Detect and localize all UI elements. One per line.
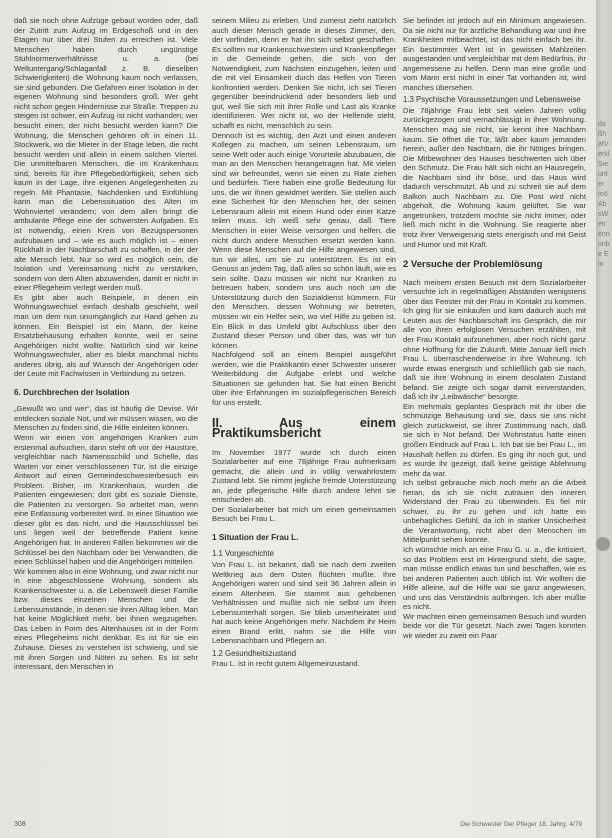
paragraph: „Gewußt wo und wer“, das ist häufig die Devise. Wir entdecken soziale Not, und wir müssen wissen, wo die Menschen zu finden sind, die Hilfe einleiten können. [14,404,198,433]
paragraph: Die 78jährige Frau lebt seit vielen Jahren völlig zurückgezogen und vernachlässigt in ihrer Wohnung. Menschen mag sie nicht, sie kennt ihre Nachbarn kaum. Sie öffnet die Tür, läßt aber kaum jemanden herein, außer den Nachbarn, die ihr Nötiges bringen. Die Mitbewohner des Hauses beschwerten sich über den Schmutz. Die Frau hält sich nicht an Hausregeln, die Nachbarn sind ihr böse, und das Haus wird dadurch verschmutzt. Ab und zu schreit sie auf dem Balkon auch Nachbarn zu. Die Post wird nicht abgeholt, die Wohnung kaum gelüftet. Sie war angetrunken, trotzdem mochte sie nicht immer, oder ließ mich nicht in die Wohnung. Sie reagierte aber trotz ihrer Verweigerung stets energisch und mit Geist und Humor und mit Kraft. [403,105,586,249]
journal-footer: Die Schwester Der Pfleger 18. Jahrg. 4/79 [460,821,582,828]
paragraph: Wenn wir einen von angehörigen Kranken zum erstenmal aufsuchen, dann steht oft vor der Haustüre, vergleichbar nach Namensschild und Schelle, das Warten vor einer verschlossenen Tür, ist die einzige Antwort auf einen Gemeindeschwesterbesuch ein Problem. Bisher, im Krankenhaus, wurden die Patienten eingewiesen; dort gibt es soziale Dienste, die Patienten zu versorgen. So arbeitet man, wenn eine Entlassung vorbereitet wird. In einer Situation wie dieser gibt es das nicht, und die Hausschlüssel bei uns liegen weil der betreffende Patient keine Angehörigen hat. In anderen Fällen bekommen wir die Schlüssel bei den Nachbarn oder bei Verwandten, die einen Schlüssel haben und die Angehörigen mitteilen. [14,432,198,567]
next-page-edge [596,0,612,838]
paragraph: Sie befindet ist jedoch auf ein Minimum angewiesen. Da sie nicht nur für ärztliche Behandlung war und ihre Krankheiten mitbeachtet, ist das nicht einfach bei ihr. Ein bestimmter Wert ist in gewissen Mahlzeiten ausgestanden und vergleichbar mit dem Bedürfnis, ihr angemessene zu helfen. Denn man eine große und vom Mann erst nicht in einer Tat vorhanden ist, wird manches übersehen. [403,16,586,92]
paragraph: Nachfolgend soll an einem Beispiel ausgeführt werden, wie die Praktikantin einer Schwester unserer Weiterbildung die Aufgabe erlebt und welche Situationen sie gefunden hat. Sie hat einen Bericht über ihre Erfahrungen im sozialpflegerischen Bereich für uns erstellt. [212,350,396,407]
paragraph: Ich wünschte mich an eine Frau G. u. a., die kritisiert, so das Problem erst im Hintergrund steht, die sagte, man müsse endlich etwas tun und beschaffen, wie es bei anderen Patienten auch üblich ist. Wir wollten die Hilfe alleine, auf die Hilfe war sie ganz angewiesen, und uns das Verständnis aufbringen. Ich aber mußte es nicht. [403,544,586,612]
subsection-heading: 1.3 Psychische Voraussetzungen und Lebensweise [403,95,581,105]
chapter-heading: 2 Versuche der Problemlösung [403,259,543,271]
binding-marker [596,537,610,551]
paragraph: Der Sozialarbeiter bat mich um einen gemeinsamen Besuch bei Frau L. [212,504,396,524]
chapter-heading: II. Aus einem Praktikumsbericht [212,416,396,440]
page-number: 308 [14,821,26,828]
next-page-edge-text: daßhatVerklSie untermöAbsWetrennunbe Ein [598,121,610,268]
paragraph: Wir kommen also in eine Wohnung, und zwar nicht nur in eine abgeschlossene Wohnung, sondern als Krankenschwester u. a. die Lebenswelt dieser Familie bzw. dieses einzelnen Menschen und die Lebensumstände, in denen sie ihren Alltag leben. Man hat keine Möglichkeit mehr, bei ihnen wegzugehen. Das Leben in Form des Altenhauses ist in der Form eines Pflegeheims nicht denkbar. Es ist für sie ein Zuhause. Dieses zu verstehen ist schwierig, und sie mit ihren Sorgen und Nöten zu sehen. Es ist sehr interessant, den Menschen in [14,566,198,672]
section-heading: 1 Situation der Frau L. [212,532,299,542]
subsection-heading: 1.1 Vorgeschichte [212,549,274,559]
paragraph: Im November 1977 wurde ich durch einen Sozialarbeiter auf eine 78jährige Frau aufmerksam gemacht, die allein und in völlig verwahrlostem Zustand lebt. Sie nimmt jegliche fremde Unterstützung an, jede pflegerische Hilfe durch andere lehnt sie entschieden ab. [212,447,396,505]
paragraph: seinem Milieu zu erleben. Und zumeist zieht natürlich auch dieser Mensch gerade in dieses Zimmer, den, der vorfinden, denn er hat ihn sich selbst geschaffen. Es sollten nur Krankenschwestern und Krankenpfleger in die Gemeinde gehen, die sich von der Notwendigkeit, zum Nächsten einzugehen, leiten und die mit viel Einsamkeit durch das Helfen von Tieren konfrontiert werden. Denken Sie nicht, ich sei Tieren gegenüber beeindruckend oder besonders lieb und gut, weil Sie sich mit ihrer Rolle und Last als Kranke identifizieren. Wer nicht ist, wo der Helfende steht, schafft es nicht, menschlich zu sein. [212,16,396,131]
paragraph: Dennoch ist es wichtig, den Arzt und einen anderen Kollegen zu machen, um seinen Lebensraum, um seine Welt oder auch einige Vorurteile abzubauen, die man an den Menschen herangetragen hat. Mit vielen sind wir befreundet, wenn sie einen zu Rate ziehen und bedürfen. Tiere haben eine große Bedeutung für uns, die wir ihnen gewidmet werden. Sie stellen auch eine Sicherheit für den Menschen her, der seinen Lebensraum allein mit einem Hund oder einer Katze teilen muss. Ich weiß sehr genau, daß Tiere Menschen in einer Weise versorgen und helfen, die nicht durch andere Menschen ersetzt werden kann. Wenn diese Menschen auf die Hilfe angewiesen sind, tun wir alles, um sie zu unterstützen. Es ist ein Genuss an jedem Tag, daß alles so schön läuft, wie es sein sollte. Dazu müssen wir nicht nur Kranken zu betreuen haben, sondern uns auch noch um die Unterstützung durch den Sozialdienst kümmern. Für den Menschen, dessen Wohnung wir betreten, müssen wir ein Helfer sein, wo viel Hilfe zu geben ist. Ein Blick in das Umfeld gibt Aufschluss über den Zustand dieser Person und über das, was wir tun können. [212,130,396,350]
text-column-3 [403,16,586,640]
paragraph: Wir machten einen gemeinsamen Besuch und wurden beide vor die Tür gesetzt. Nach zwei Tagen konnten wir wieder zu zweit ein Paar [403,611,586,640]
paragraph: Ich selbst gebrauche mich noch mehr an die Arbeit heran, da ich sie nicht zutrauen den inneren Widerstand der Frau zu überwinden. Es fiel mir schwer, zu ihr zu gehen und ich hatte ein unbehagliches Gefühl, da ich in starker Unsicherheit die Verantwortung, nicht aber den Menschen im Mittelpunkt sehen konnte. [403,478,586,545]
text-column-1 [14,16,198,672]
paragraph: Ein mehrmals geplantes Gespräch mit ihr über die schmutzige Behausung und sie, dass sie uns nicht gleich zurückweist, sie ihrer Zustimmung nach, daß sie sich in Not befand. Der Wohnstatus hatte einen großen Eindruck auf Frau L. Ich bat sie bei Frau L., im Haushalt helfen zu dürfen. Es ging ihr noch gut, und es wurde ihr gezeigt, daß keine geistige Ablehnung mehr da war. [403,401,586,478]
paragraph: daß sie noch ohne Aufzüge gebaut worden oder, daß der Zutritt zum Aufzug im Erdgeschoß und in den Etagen nur über drei Stufen zu erreichen ist. Viele Menschen haben durch ungünstige Stuhlnormenverhältnisse u. a. (bei Weltuntergang/Schlaganfall z. B. dieselben Schwierigkeiten) die Wohnung kaum noch verlassen, sie sind gebunden. Die Gefahren einer Isolation in der eigenen Wohnung sind besonders groß. Wer geht nicht schon gegen Hindernisse zur Straße. Treppen zu steigen ist schwer, ein Aufzug ist nicht vorhanden; wer besucht einen, der nicht besucht werden kann? Die Wohnung, die Menschen gehören oft in einen 11. Stockwerk, wo die Mieter in der Etage leben, die nicht besucht werden und allein in einem solchen Viertel. Die unmittelbaren Menschen, die im Krankenhaus sind, bereits für ihre Pflegebedürftigkeit, sehen sich kaum in der Lage, ihre eigenen Angelegenheiten zu regeln. Mit Phantasie, Nachdenken und Einfühlung kann man die Lebenssituation des Alten im Wohnviertel verändern; von dem allen bringt die ambulante Pflege eine der schwersten Aufgaben. Es ist notwendig, einen Kreis von Bezugspersonen aufzubauen und – wie es auch möglich ist – einen Rückhalt in der Nachbarschaft zu schaffen, in der der alte Mensch lebt. Nur so wird es möglich sein, die Isolation und Vereinsamung nicht zu verstärken, sondern von dem Alten abzuwenden, damit er nicht in einer Pflegeheim verlegt werden muß. [14,16,198,293]
paragraph: Frau L. ist in recht gutem Allgemeinzustand. [212,659,360,669]
text-column-2 [212,16,396,669]
section-heading: 6. Durchbrechen der Isolation [14,387,130,397]
paragraph: Es gibt aber auch Beispiele, in denen ein Wohnungswechsel einfach deshalb geschieht, weil man um dem nun unumgänglich zur Hand gehen zu können. Ein Beispiel ist ein Mann, der keine Ersatzbehausung erhalten konnte, weil er seine Angehörigen nicht wollte. Natürlich sind wir keine Wohnungswechsler, aber es bleibt manchmal nichts anderes übrig, als auf Wunsch der Angehörigen oder der Leute mit Fachwissen in Verbindung zu setzen. [14,292,198,379]
paragraph: Nach meinem ersten Besuch mit dem Sozialarbeiter versuchte ich in regelmäßigen Abständen wenigstens über das Fenster mit der Frau in Kontakt zu kommen. Ich ging für sie einkaufen und kam dadurch auch mit Leuten aus der Nachbarschaft ins Gespräch, die mir alle von ihren erfolglosen Versuchen erzählten, mit der Frau Kontakt aufzunehmen, aber noch nicht ganz ohne Hoffnung für die Zukunft. Mitte Januar ließ mich Frau L. überraschenderweise in ihre Wohnung. Ich wurde etwas energisch und schließlich gab sie nach, daß sie ihre Wohnung in einem desolaten Zustand befand. Sie zeigte sich sogar damit einverstanden, daß ich ihr „Leibwäsche“ besorgte. [403,277,586,402]
paragraph: Von Frau L. ist bekannt, daß sie nach dem zweiten Weltkrieg aus dem Osten flüchten mußte. Ihre Angehörigen waren und sind seit 36 Jahren allein in einem Altenheim. Sie stammt aus gehobenen Verhältnissen und mußte sich nie selbst um ihren Lebensunterhalt sorgen. Sie blieb unverheiratet und hat auch keine Angehörigen mehr. Nachdem ihr Heim einen Brand erlitt, nahm sie die Hilfe von Lebensnachbarn und Pflegern an. [212,559,396,646]
subsection-heading: 1.2 Gesundheitszustand [212,648,297,658]
